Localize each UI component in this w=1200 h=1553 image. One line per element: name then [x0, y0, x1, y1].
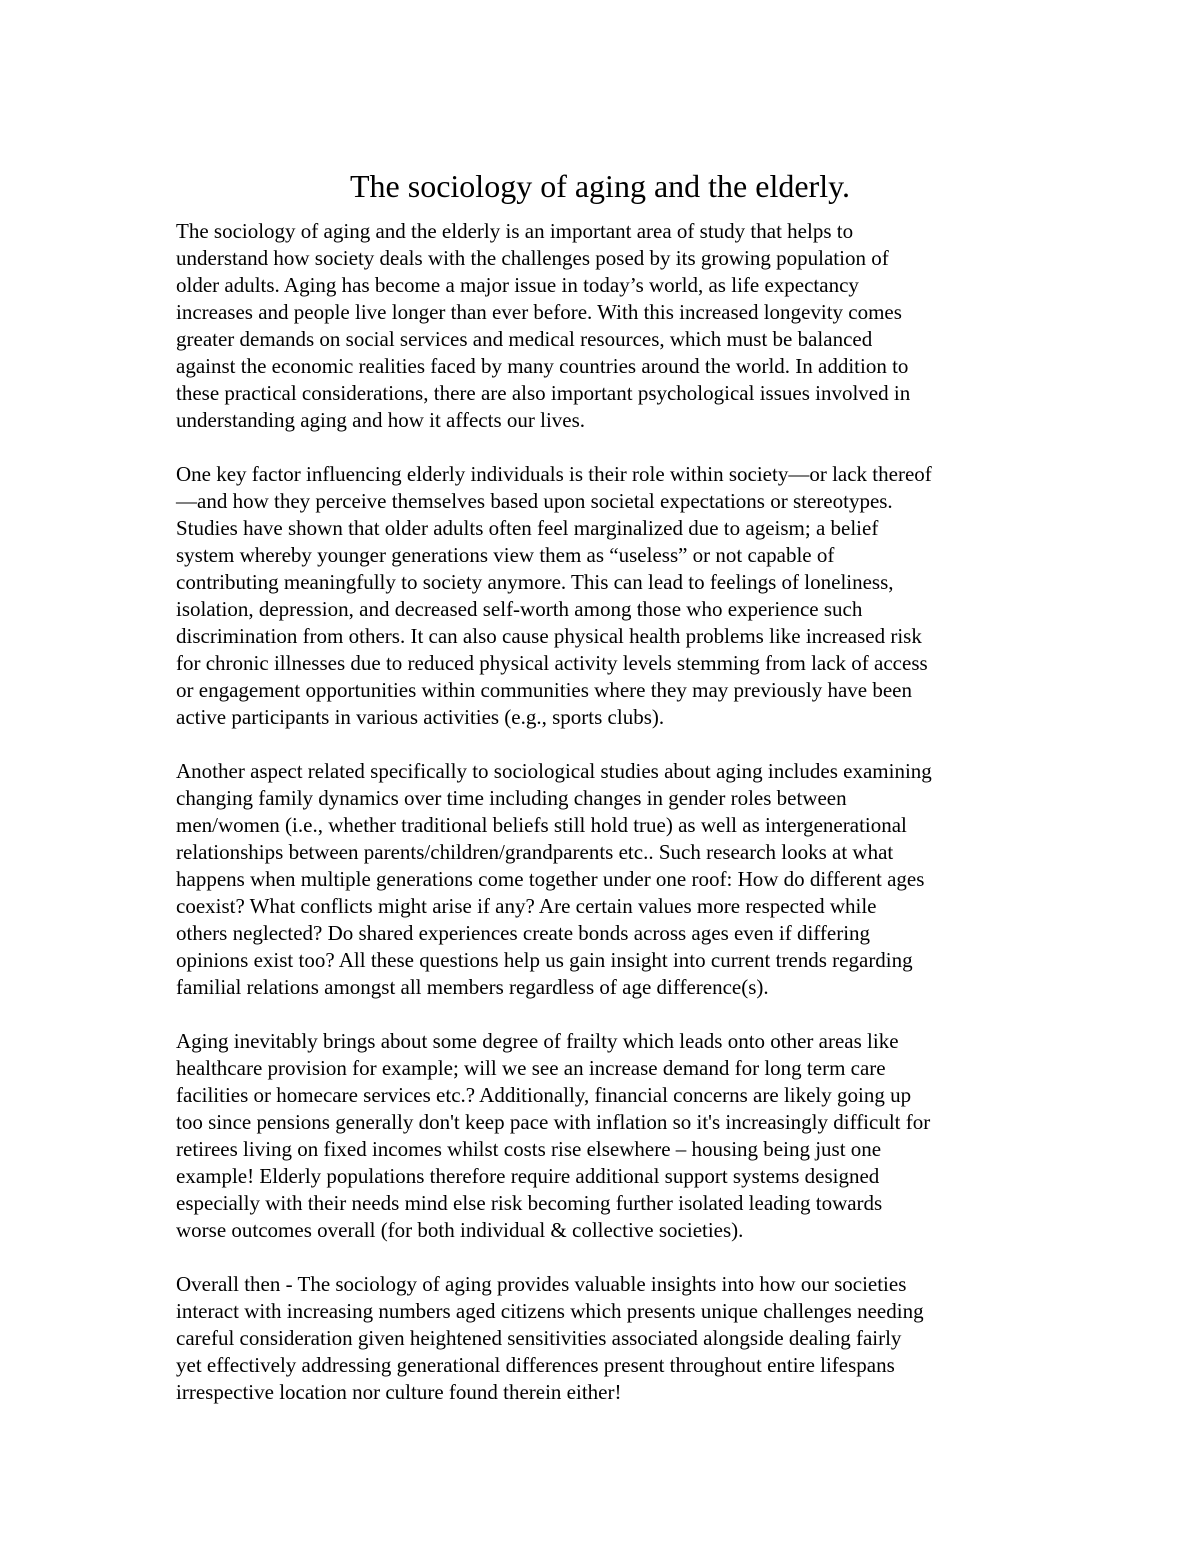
- document-body: [176, 218, 1036, 1433]
- paragraph-intro: The sociology of aging and the elderly is an important area of study that helps to understand how society deals with the challenges posed by its growing population of older adults. Aging has become a major issue in today’s world, as life expectancy increases and people live longer than ever before. With this increased longevity comes greater demands on social services and medical resources, which must be balanced against the economic realities faced by many countries around the world. In addition to these practical considerations, there are also important psychological issues involved in understanding aging and how it affects our lives.: [176, 219, 911, 432]
- paragraph-family-dynamics: Another aspect related specifically to sociological studies about aging includes examining changing family dynamics over time including changes in gender roles between men/women (i.e., whether traditional beliefs still hold true) as well as intergenerational relationships between parents/children/grandparents etc.. Such research looks at what happens when multiple generations come together under one roof: How do different ages coexist? What conflicts might arise if any? Are certain values more respected while others neglected? Do shared experiences create bonds across ages even if differing opinions exist too? All these questions help us gain insight into current trends regarding familial relations amongst all members regardless of age difference(s).: [176, 759, 932, 999]
- paragraph-conclusion: Overall then - The sociology of aging provides valuable insights into how our societies interact with increasing numbers aged citizens which presents unique challenges needing careful consideration given heightened sensitivities associated alongside dealing fairly yet effectively addressing generational differences present throughout entire lifespans irrespective location nor culture found therein either!: [176, 1272, 924, 1404]
- paragraph-frailty-finance: Aging inevitably brings about some degree of frailty which leads onto other areas like healthcare provision for example; will we see an increase demand for long term care facilities or homecare services etc.? Additionally, financial concerns are likely going up too since pensions generally don't keep pace with inflation so it's increasingly difficult for retirees living on fixed incomes whilst costs rise elsewhere – housing being just one example! Elderly populations therefore require additional support systems designed especially with their needs mind else risk becoming further isolated leading towards worse outcomes overall (for both individual & collective societies).: [176, 1029, 931, 1242]
- paragraph-societal-role: One key factor influencing elderly individuals is their role within society—or lack thereof —and how they perceive themselves based upon societal expectations or stereotypes. Studies have shown that older adults often feel marginalized due to ageism; a belief system whereby younger generations view them as “useless” or not capable of contributing meaningfully to society anymore. This can lead to feelings of loneliness, isolation, depression, and decreased self-worth among those who experience such discrimination from others. It can also cause physical health problems like increased risk for chronic illnesses due to reduced physical activity levels stemming from lack of access or engagement opportunities within communities where they may previously have been active participants in various activities (e.g., sports clubs).: [176, 462, 932, 729]
- document-title: The sociology of aging and the elderly.: [350, 168, 850, 204]
